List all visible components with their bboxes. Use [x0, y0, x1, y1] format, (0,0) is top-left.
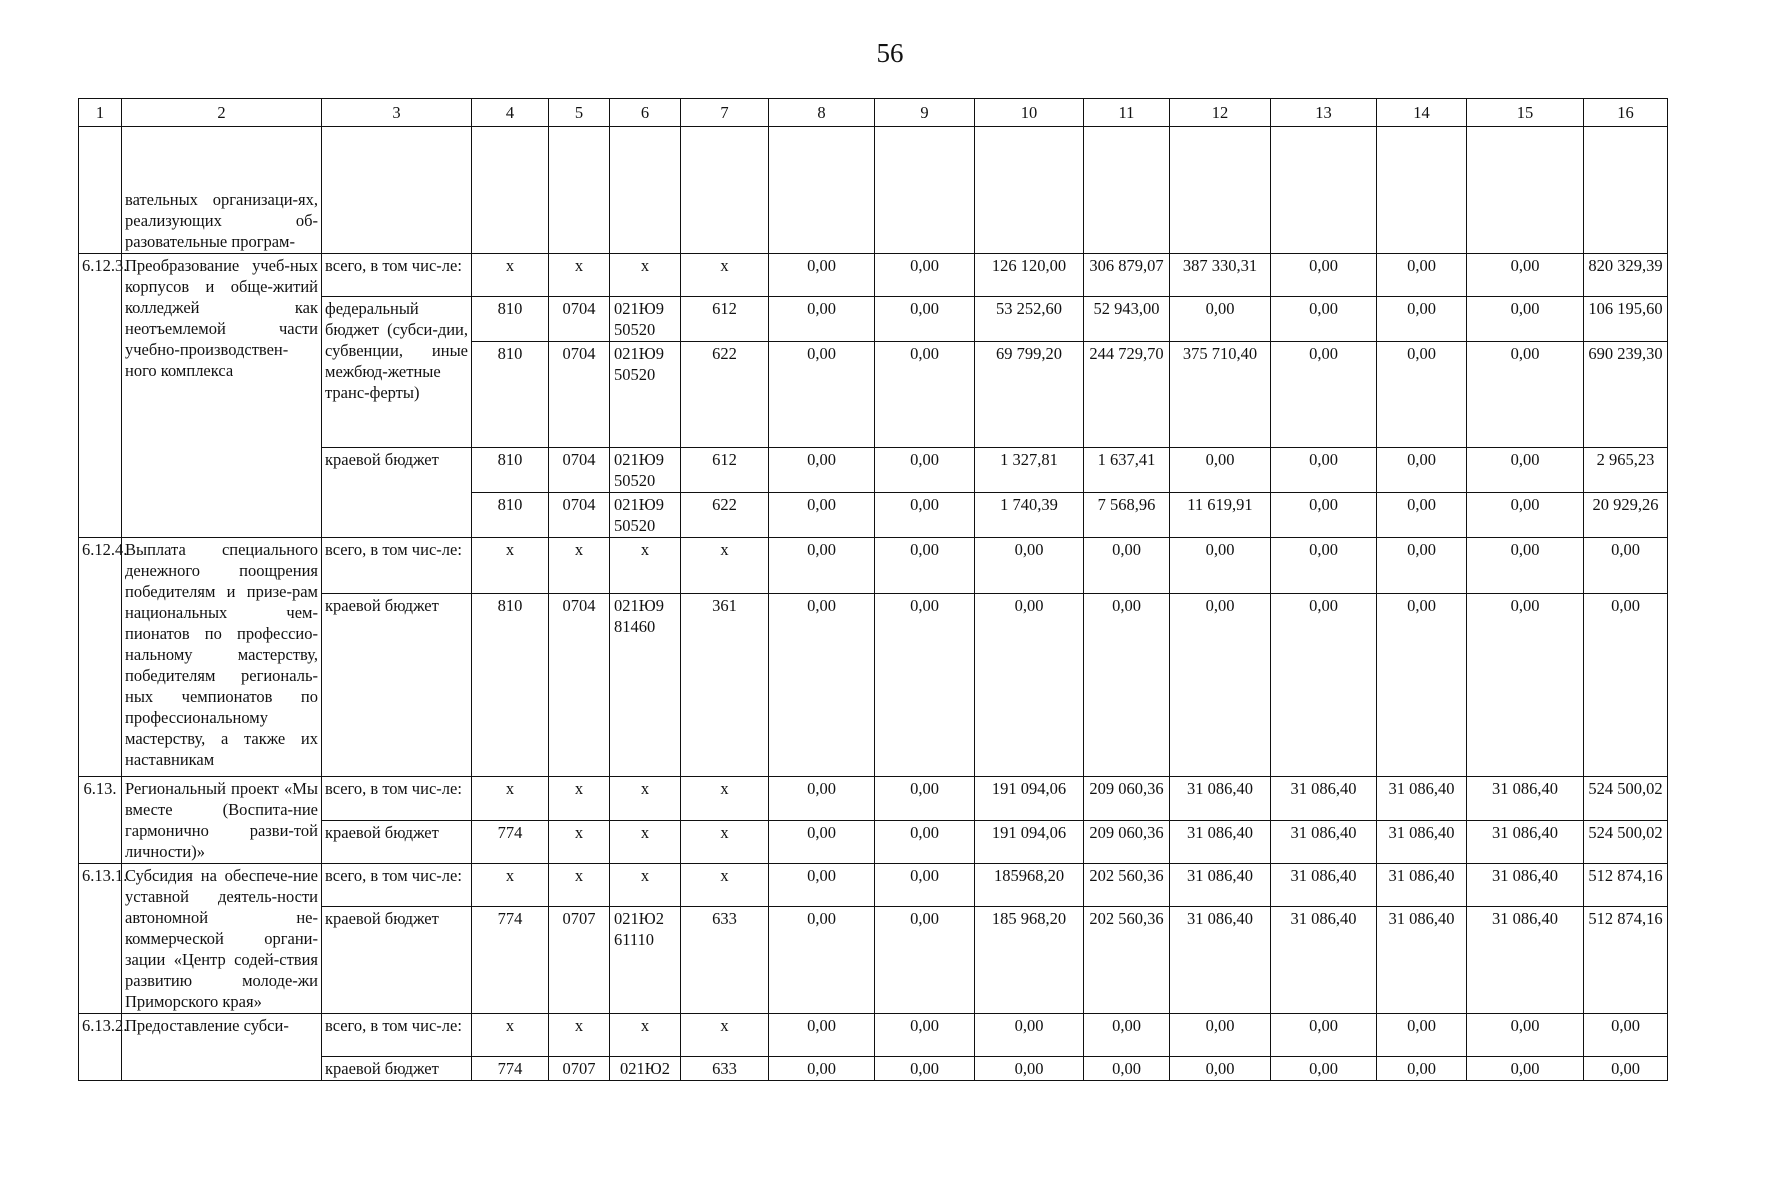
- table-cell: 0,00: [769, 297, 875, 342]
- table-cell: 0,00: [875, 254, 975, 297]
- table-row: [79, 254, 1668, 297]
- table-cell: 0,00: [769, 594, 875, 777]
- table-cell: 0,00: [769, 1057, 875, 1081]
- table-cell: 633: [681, 1057, 769, 1081]
- table-cell: 0,00: [1170, 538, 1271, 594]
- table-cell: x: [472, 864, 549, 907]
- table-cell: 209 060,36: [1084, 777, 1170, 821]
- column-header: 5: [549, 99, 610, 127]
- table-cell: 31 086,40: [1170, 907, 1271, 1014]
- table-cell: 361: [681, 594, 769, 777]
- table-cell: 810: [472, 493, 549, 538]
- table-cell: 191 094,06: [975, 820, 1084, 864]
- table-cell: x: [610, 820, 681, 864]
- table-cell: 31 086,40: [1271, 777, 1377, 821]
- table-cell: 0,00: [1377, 254, 1467, 297]
- table-cell: 820 329,39: [1584, 254, 1668, 297]
- table-cell: 810: [472, 342, 549, 448]
- table-cell: 0,00: [975, 1057, 1084, 1081]
- table-cell: 202 560,36: [1084, 907, 1170, 1014]
- table-cell: 0707: [549, 907, 610, 1014]
- table-cell: 0,00: [1584, 538, 1668, 594]
- table-cell: 0,00: [1377, 538, 1467, 594]
- table-cell: 0,00: [1584, 594, 1668, 777]
- source-total: всего, в том чис-ле:: [322, 538, 472, 594]
- table-row: [79, 864, 1668, 907]
- intro-row: [79, 127, 1668, 254]
- table-cell: 0,00: [769, 864, 875, 907]
- table-cell: 524 500,02: [1584, 777, 1668, 821]
- table-cell: 512 874,16: [1584, 864, 1668, 907]
- table-cell: x: [472, 254, 549, 297]
- column-header: 14: [1377, 99, 1467, 127]
- table-cell: 209 060,36: [1084, 820, 1170, 864]
- table-cell: 0,00: [875, 1014, 975, 1057]
- column-header: 4: [472, 99, 549, 127]
- table-cell: 0704: [549, 297, 610, 342]
- source-total: всего, в том чис-ле:: [322, 777, 472, 821]
- table-cell: 0,00: [875, 538, 975, 594]
- table-cell: 31 086,40: [1271, 820, 1377, 864]
- table-cell: 524 500,02: [1584, 820, 1668, 864]
- table-cell: 774: [472, 1057, 549, 1081]
- source-total: всего, в том чис-ле:: [322, 1014, 472, 1057]
- row-number: 6.13.2.: [79, 1014, 122, 1081]
- table-cell: 0,00: [1271, 594, 1377, 777]
- intro-text: вательных организаци-ях, реализующих об-разовательные програм-: [122, 127, 322, 254]
- table-cell: 0,00: [875, 448, 975, 493]
- table-cell: 185 968,20: [975, 907, 1084, 1014]
- table-cell: 774: [472, 820, 549, 864]
- row-name: Преобразование учеб-ных корпусов и обще-житий колледжей как неотъемлемой части учебно-производствен-ного комплекса: [122, 254, 322, 538]
- table-cell: 021Ю2: [610, 1057, 681, 1081]
- table-cell: x: [681, 777, 769, 821]
- table-cell: 0,00: [875, 1057, 975, 1081]
- table-cell: 0,00: [1271, 493, 1377, 538]
- table-cell: 0,00: [1271, 1057, 1377, 1081]
- table-cell: x: [549, 1014, 610, 1057]
- table-cell: 31 086,40: [1377, 820, 1467, 864]
- column-header: 3: [322, 99, 472, 127]
- table-cell: 31 086,40: [1377, 864, 1467, 907]
- table-cell: x: [549, 254, 610, 297]
- table-cell: 622: [681, 493, 769, 538]
- table-cell: 387 330,31: [1170, 254, 1271, 297]
- source-federal: федеральный бюджет (субси-дии, субвенции, иные межбюд-жетные транс-ферты): [322, 297, 472, 448]
- source-regional: краевой бюджет: [322, 820, 472, 864]
- table-cell: 0,00: [1467, 297, 1584, 342]
- column-header: 10: [975, 99, 1084, 127]
- column-header: 13: [1271, 99, 1377, 127]
- table-cell: x: [681, 820, 769, 864]
- table-cell: 622: [681, 342, 769, 448]
- table-cell: 31 086,40: [1271, 907, 1377, 1014]
- table-cell: 0,00: [1377, 493, 1467, 538]
- table-cell: 191 094,06: [975, 777, 1084, 821]
- table-row: [79, 777, 1668, 821]
- table-cell: 0,00: [1271, 1014, 1377, 1057]
- table-cell: 0,00: [1377, 342, 1467, 448]
- table-cell: 31 086,40: [1467, 907, 1584, 1014]
- column-header: 7: [681, 99, 769, 127]
- table-cell: 0,00: [975, 538, 1084, 594]
- table-cell: 0,00: [1084, 1014, 1170, 1057]
- row-name: Региональный проект «Мы вместе (Воспита-ние гармонично разви-той личности)»: [122, 777, 322, 864]
- table-cell: 0,00: [769, 1014, 875, 1057]
- table-cell: 31 086,40: [1467, 777, 1584, 821]
- source-total: всего, в том чис-ле:: [322, 864, 472, 907]
- table-cell: 31 086,40: [1170, 820, 1271, 864]
- table-cell: 0,00: [769, 820, 875, 864]
- row-name: Субсидия на обеспече-ние уставной деятель-ности автономной не-коммерческой органи-зации «Центр содей-ствия развитию молоде-жи Приморского края»: [122, 864, 322, 1014]
- table-cell: 021Ю9 50520: [610, 342, 681, 448]
- table-cell: 0,00: [1584, 1057, 1668, 1081]
- table-cell: x: [610, 864, 681, 907]
- table-cell: 31 086,40: [1377, 907, 1467, 1014]
- page-number: 56: [876, 38, 904, 68]
- table-cell: 0,00: [769, 777, 875, 821]
- table-cell: 0,00: [1271, 342, 1377, 448]
- table-cell: 69 799,20: [975, 342, 1084, 448]
- table-cell: 0,00: [1271, 254, 1377, 297]
- table-cell: 0,00: [1584, 1014, 1668, 1057]
- table-cell: 52 943,00: [1084, 297, 1170, 342]
- table-cell: 0704: [549, 448, 610, 493]
- table-cell: 612: [681, 448, 769, 493]
- table-cell: x: [472, 538, 549, 594]
- table-cell: x: [681, 254, 769, 297]
- table-cell: 810: [472, 297, 549, 342]
- table-cell: 0,00: [1467, 1014, 1584, 1057]
- table-cell: 31 086,40: [1467, 820, 1584, 864]
- table-cell: 0,00: [1467, 254, 1584, 297]
- table-cell: 0,00: [875, 907, 975, 1014]
- table-cell: 1 740,39: [975, 493, 1084, 538]
- table-cell: x: [681, 1014, 769, 1057]
- table-cell: 021Ю9 81460: [610, 594, 681, 777]
- table-cell: 0,00: [1467, 342, 1584, 448]
- table-cell: 0,00: [875, 777, 975, 821]
- table-cell: x: [610, 777, 681, 821]
- source-regional: краевой бюджет: [322, 907, 472, 1014]
- source-regional: краевой бюджет: [322, 448, 472, 538]
- table-cell: x: [549, 538, 610, 594]
- table-cell: 31 086,40: [1467, 864, 1584, 907]
- table-cell: 690 239,30: [1584, 342, 1668, 448]
- table-cell: 0,00: [1467, 493, 1584, 538]
- table-cell: 810: [472, 594, 549, 777]
- table-cell: 021Ю9 50520: [610, 297, 681, 342]
- table-cell: 0,00: [1170, 1014, 1271, 1057]
- column-header: 9: [875, 99, 975, 127]
- table-cell: 306 879,07: [1084, 254, 1170, 297]
- table-cell: x: [549, 864, 610, 907]
- table-cell: 2 965,23: [1584, 448, 1668, 493]
- table-row: [79, 538, 1668, 594]
- table-cell: x: [681, 864, 769, 907]
- row-number: 6.13.: [79, 777, 122, 864]
- table-cell: 810: [472, 448, 549, 493]
- table-cell: 0,00: [1377, 594, 1467, 777]
- table-cell: 0,00: [769, 907, 875, 1014]
- table-cell: 0,00: [1170, 1057, 1271, 1081]
- table-cell: x: [472, 777, 549, 821]
- source-regional: краевой бюджет: [322, 1057, 472, 1081]
- column-header: 2: [122, 99, 322, 127]
- row-number: 6.12.3.: [79, 254, 122, 538]
- column-header: 16: [1584, 99, 1668, 127]
- table-cell: 0704: [549, 342, 610, 448]
- table-cell: x: [681, 538, 769, 594]
- row-number: 6.12.4.: [79, 538, 122, 777]
- table-cell: 0,00: [1170, 594, 1271, 777]
- table-cell: 126 120,00: [975, 254, 1084, 297]
- table-cell: 244 729,70: [1084, 342, 1170, 448]
- table-cell: 1 637,41: [1084, 448, 1170, 493]
- column-header: 6: [610, 99, 681, 127]
- table-cell: 0,00: [975, 594, 1084, 777]
- table-cell: 0,00: [1170, 297, 1271, 342]
- table-cell: 0,00: [1377, 1057, 1467, 1081]
- table-cell: 0,00: [875, 297, 975, 342]
- table-cell: 0,00: [875, 342, 975, 448]
- table-cell: 512 874,16: [1584, 907, 1668, 1014]
- table-cell: 185968,20: [975, 864, 1084, 907]
- table-cell: 0704: [549, 594, 610, 777]
- header-row: [79, 99, 1668, 127]
- row-name: Предоставление субси-: [122, 1014, 322, 1081]
- table-cell: x: [472, 1014, 549, 1057]
- table-cell: 0,00: [769, 448, 875, 493]
- table-cell: 0,00: [875, 594, 975, 777]
- table-cell: 0,00: [769, 538, 875, 594]
- row-number: 6.13.1.: [79, 864, 122, 1014]
- table-cell: x: [610, 254, 681, 297]
- table-cell: 202 560,36: [1084, 864, 1170, 907]
- table-cell: 53 252,60: [975, 297, 1084, 342]
- table-cell: 0,00: [1084, 594, 1170, 777]
- column-header: 8: [769, 99, 875, 127]
- table-cell: 0704: [549, 493, 610, 538]
- table-cell: x: [549, 820, 610, 864]
- table-cell: 31 086,40: [1170, 864, 1271, 907]
- table-cell: 633: [681, 907, 769, 1014]
- table-cell: 11 619,91: [1170, 493, 1271, 538]
- table-cell: x: [610, 1014, 681, 1057]
- table-cell: 7 568,96: [1084, 493, 1170, 538]
- source-total: всего, в том чис-ле:: [322, 254, 472, 297]
- table-cell: 106 195,60: [1584, 297, 1668, 342]
- table-cell: 31 086,40: [1271, 864, 1377, 907]
- table-cell: 774: [472, 907, 549, 1014]
- table-cell: 0,00: [1084, 538, 1170, 594]
- column-header: 11: [1084, 99, 1170, 127]
- table-cell: 0,00: [1377, 1014, 1467, 1057]
- table-cell: 0,00: [1467, 594, 1584, 777]
- table-cell: 0,00: [1271, 538, 1377, 594]
- budget-table: [78, 98, 1668, 1081]
- table-cell: 0,00: [875, 864, 975, 907]
- table-cell: 31 086,40: [1377, 777, 1467, 821]
- table-cell: 0707: [549, 1057, 610, 1081]
- table-cell: 021Ю2 61110: [610, 907, 681, 1014]
- table-cell: 31 086,40: [1170, 777, 1271, 821]
- table-cell: 0,00: [1084, 1057, 1170, 1081]
- table-cell: 0,00: [1377, 297, 1467, 342]
- table-cell: 0,00: [769, 342, 875, 448]
- source-regional: краевой бюджет: [322, 594, 472, 777]
- table-cell: 1 327,81: [975, 448, 1084, 493]
- table-cell: 0,00: [769, 493, 875, 538]
- table-cell: 0,00: [875, 493, 975, 538]
- table-cell: 0,00: [1271, 297, 1377, 342]
- column-header: 15: [1467, 99, 1584, 127]
- column-header: 1: [79, 99, 122, 127]
- table-cell: 0,00: [1467, 1057, 1584, 1081]
- table-cell: 612: [681, 297, 769, 342]
- table-cell: 021Ю9 50520: [610, 448, 681, 493]
- table-cell: 0,00: [1271, 448, 1377, 493]
- table-cell: x: [549, 777, 610, 821]
- table-cell: 0,00: [769, 254, 875, 297]
- table-cell: 0,00: [875, 820, 975, 864]
- table-cell: 0,00: [975, 1014, 1084, 1057]
- table-cell: 0,00: [1467, 448, 1584, 493]
- column-header: 12: [1170, 99, 1271, 127]
- table-cell: 0,00: [1170, 448, 1271, 493]
- table-cell: 0,00: [1467, 538, 1584, 594]
- table-cell: 021Ю9 50520: [610, 493, 681, 538]
- table-cell: x: [610, 538, 681, 594]
- row-name: Выплата специального денежного поощрения победителям и призе-рам национальных чем-пионатов по профессио-нальному мастерству, победителям региональ-ных чемпионатов по профессиональному мастерству, а также их наставникам: [122, 538, 322, 777]
- table-cell: 20 929,26: [1584, 493, 1668, 538]
- table-cell: 0,00: [1377, 448, 1467, 493]
- table-cell: 375 710,40: [1170, 342, 1271, 448]
- table-row: [79, 1014, 1668, 1057]
